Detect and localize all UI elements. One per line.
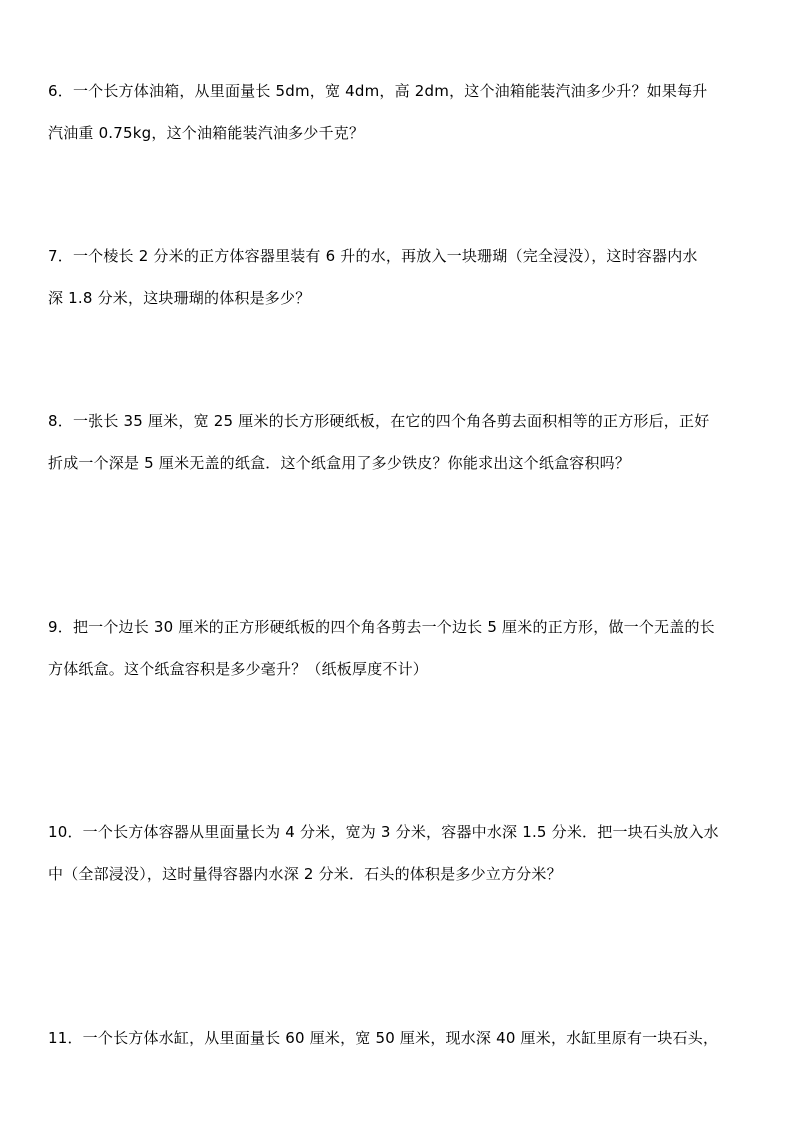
problem-text-line: 方体纸盒。这个纸盒容积是多少毫升？（纸板厚度不计） (48, 660, 429, 678)
problem-text-line: 6．一个长方体油箱，从里面量长 5dm，宽 4dm，高 2dm，这个油箱能装汽油多少升？如果每升 (48, 82, 708, 100)
problem-text-line: 中（全部浸没），这时量得容器内水深 2 分米．石头的体积是多少立方分米？ (48, 865, 562, 883)
problem-text-line: 10．一个长方体容器从里面量长为 4 分米，宽为 3 分米，容器中水深 1.5 分米．把一块石头放入水 (48, 823, 719, 841)
problem-text-line: 汽油重 0.75kg，这个油箱能装汽油多少千克？ (48, 124, 365, 142)
problem-text-line: 8．一张长 35 厘米，宽 25 厘米的长方形硬纸板，在它的四个角各剪去面积相等的正方形后，正好 (48, 412, 710, 430)
problem-11 (48, 1028, 748, 1048)
problem-text-line: 11．一个长方体水缸，从里面量长 60 厘米，宽 50 厘米，现水深 40 厘米，水缸里原有一块石头， (48, 1029, 719, 1047)
problem-9 (48, 617, 748, 679)
problem-6 (48, 81, 748, 143)
problem-text-line: 9．把一个边长 30 厘米的正方形硬纸板的四个角各剪去一个边长 5 厘米的正方形，做一个无盖的长 (48, 618, 715, 636)
problem-8 (48, 411, 748, 473)
problem-10 (48, 822, 748, 884)
problem-7 (48, 246, 748, 308)
problem-text-line: 7．一个棱长 2 分米的正方体容器里装有 6 升的水，再放入一块珊瑚（完全浸没），这时容器内水 (48, 247, 698, 265)
problem-text-line: 深 1.8 分米，这块珊瑚的体积是多少？ (48, 289, 311, 307)
problem-text-line: 折成一个深是 5 厘米无盖的纸盒．这个纸盒用了多少铁皮？你能求出这个纸盒容积吗？ (48, 454, 631, 472)
